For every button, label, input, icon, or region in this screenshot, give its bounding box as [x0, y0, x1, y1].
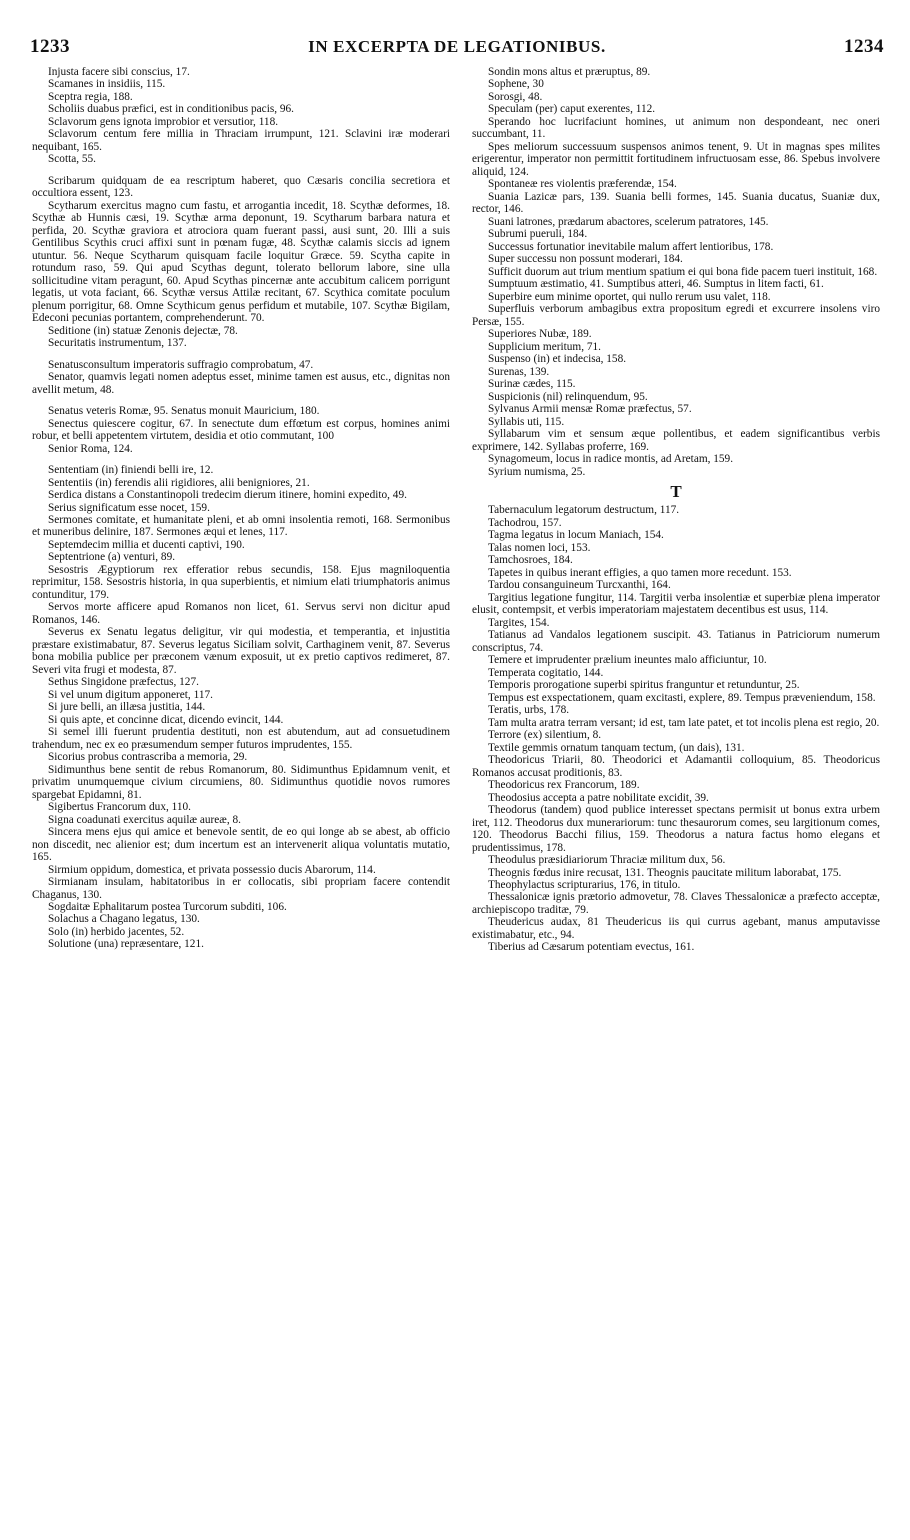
index-entry: Spes meliorum successuum suspensos animos tenent, 9. Ut in magnas spes milites erigerentur, imperator non permittit fortitudinem infructuosam esse, 86. Spebus involvere aliquid, 124. — [472, 140, 880, 178]
index-entry: Signa coadunati exercitus aquilæ aureæ, 8. — [48, 813, 241, 826]
index-entry: Surinæ cædes, 115. — [488, 378, 576, 391]
index-entry: Tempus est exspectationem, quam excitasti, explere, 89. Tempus præveniendum, 158. — [488, 691, 876, 704]
index-entry: Temporis prorogatione superbi spiritus franguntur et retunduntur, 25. — [488, 679, 800, 692]
index-entry: Theodorus (tandem) quod publice interesset spectans permisit ut bonus extra urbem iret, 112. Theodorus dux munerariorum: tunc thesaurorum comes, seu largitionum comes, 120. Theodorus Bacchi filius, 159. Theodorus a natura factus homo elegans et prudentissimus, 178. — [472, 804, 880, 854]
index-entry: Subrumi pueruli, 184. — [488, 228, 588, 241]
index-entry: Securitatis instrumentum, 137. — [48, 337, 187, 350]
index-entry: Si jure belli, an illæsa justitia, 144. — [48, 701, 206, 714]
index-entry: Speculam (per) caput exerentes, 112. — [488, 103, 656, 116]
index-entry: Superbire eum minime oportet, qui nullo rerum usu valet, 118. — [488, 290, 771, 303]
index-entry: Theodulus præsidiariorum Thraciæ militum dux, 56. — [488, 854, 726, 867]
index-entry: Senectus quiescere cogitur, 67. In senectute dum effœtum est corpus, homines animi robur, et belli appetentem virtutem, desidia et otio commutant, 100 — [32, 417, 450, 443]
index-entry: Sclavorum centum fere millia in Thraciam irrumpunt, 121. Sclavini iræ moderari nequibant, 165. — [32, 128, 450, 153]
index-entry: Senatus veteris Romæ, 95. Senatus monuit Mauricium, 180. — [48, 405, 320, 418]
index-entry: Sylvanus Armii mensæ Romæ præfectus, 57. — [488, 403, 692, 416]
section-letter-heading: T — [670, 481, 682, 501]
index-entry: Sententiam (in) finiendi belli ire, 12. — [48, 464, 214, 477]
index-entry: Tachodrou, 157. — [488, 516, 562, 529]
index-entry: Tamchosroes, 184. — [488, 554, 573, 567]
page-header — [30, 36, 884, 62]
index-entry: Serdica distans a Constantinopoli tredecim dierum itinere, homini expedito, 49. — [48, 489, 407, 502]
index-entry: Temere et imprudenter prælium ineuntes malo afficiuntur, 10. — [488, 654, 767, 667]
index-entry: Sincera mens ejus qui amice et benevole sentit, de eo qui longe ab se abest, ab officio non discedit, nec alienior est; dum incertum est an intervenerit aliqua voluntatis mutatio, 165. — [32, 826, 450, 864]
index-entry: Sermones comitate, et humanitate pleni, et ab omni insolentia remoti, 168. Sermonibus et muneribus delinire, 187. Sermones æqui et lenes, 117. — [32, 513, 450, 539]
index-entry: Sorosgi, 48. — [488, 90, 543, 103]
index-entry: Sirmianam insulam, habitatoribus in er collocatis, sibi propriam facere contendit Chaganus, 130. — [32, 876, 450, 901]
index-entry: Sophene, 30 — [488, 78, 544, 91]
section-s-entries — [472, 66, 880, 478]
index-entry: Suani latrones, prædarum abactores, scelerum patratores, 145. — [488, 215, 769, 228]
index-entry: Serius significatum esse nocet, 159. — [48, 501, 210, 514]
index-entry: Sicorius probus contrascriba a memoria, 29. — [48, 751, 248, 764]
index-entry: Tagma legatus in locum Maniach, 154. — [488, 529, 664, 542]
index-entry: Spontaneæ res violentis præferendæ, 154. — [488, 178, 677, 191]
index-entry: Temperata cogitatio, 144. — [488, 666, 604, 679]
page-number-right: 1234 — [844, 36, 884, 57]
index-entry: Sethus Singidone præfectus, 127. — [48, 676, 199, 689]
index-entry: Sceptra regia, 188. — [48, 90, 133, 103]
index-entry: Syllabis uti, 115. — [488, 415, 565, 428]
index-entry: Servos morte afficere apud Romanos non licet, 61. Servus servi non dicitur apud Romanos, 146. — [32, 601, 450, 626]
index-entry: Sclavorum gens ignota improbior et versutior, 118. — [48, 115, 279, 128]
index-entry: Theodoricus Triarii, 80. Theodorici et Adamantii colloquium, 85. Theodoricus Romanos accusat proditionis, 83. — [472, 754, 880, 779]
index-entry: Surenas, 139. — [488, 365, 550, 378]
index-entry: Theodoricus rex Francorum, 189. — [488, 779, 640, 792]
index-entry: Sumptuum æstimatio, 41. Sumptibus atteri, 46. Sumptus in litem facti, 61. — [488, 278, 824, 291]
index-entry: Theodosius accepta a patre nobilitate excidit, 39. — [488, 791, 709, 804]
index-entry: Targites, 154. — [488, 616, 550, 629]
index-entry: Tiberius ad Cæsarum potentiam evectus, 161. — [488, 941, 695, 954]
index-entry: Synagomeum, locus in radice montis, ad Aretam, 159. — [488, 453, 734, 466]
index-entry: Tabernaculum legatorum destructum, 117. — [488, 504, 680, 517]
index-entry: Theophylactus scripturarius, 176, in titulo. — [488, 879, 681, 891]
index-entry: Septemdecim millia et ducenti captivi, 190. — [48, 538, 245, 551]
index-entry: Sperando hoc lucrifaciunt homines, ut animum non despondeant, nec oneri succumbant, 11. — [472, 115, 880, 141]
index-entry: Talas nomen loci, 153. — [488, 541, 591, 554]
index-entry: Terrore (ex) silentium, 8. — [488, 729, 602, 742]
index-entry: Syrium numisma, 25. — [488, 465, 586, 478]
page-number-left: 1233 — [30, 36, 70, 57]
index-entry: Scribarum quidquam de ea rescriptum haberet, quo Cæsaris concilia secretiora et occultiora essent, 123. — [32, 174, 450, 200]
index-entry: Suspenso (in) et indecisa, 158. — [488, 353, 627, 366]
index-entry: Septentrione (a) venturi, 89. — [48, 551, 176, 564]
index-entry: Sufficit duorum aut trium mentium spatium ei qui bona fide pacem tueri instituit, 168. — [488, 265, 878, 278]
section-t-entries — [472, 504, 880, 953]
index-entry: Tardou consanguineum Turcxanthi, 164. — [488, 579, 671, 592]
index-entry: Scamanes in insidiis, 115. — [48, 78, 166, 91]
index-entry: Successus fortunatior inevitabile malum affert lentioribus, 178. — [488, 240, 774, 253]
index-entry: Si quis apte, et concinne dicat, dicendo evincit, 144. — [48, 713, 284, 726]
index-entry: Targitius legatione fungitur, 114. Targitii verba insolentiæ et superbiæ plena imperator elusit, contempsit, et verbis imperatoriam majestatem decentibus est usus, 114. — [472, 591, 880, 617]
running-title: IN EXCERPTA DE LEGATIONIBUS. — [308, 37, 606, 56]
index-entry: Supplicium meritum, 71. — [488, 340, 601, 353]
index-entry: Solutione (una) repræsentare, 121. — [48, 938, 204, 951]
index-entry: Super successu non possunt moderari, 184. — [488, 253, 683, 266]
index-entry: Sirmium oppidum, domestica, et privata possessio ducis Abarorum, 114. — [48, 863, 376, 876]
index-entry: Sententiis (in) ferendis alii rigidiores, alii benigniores, 21. — [48, 476, 310, 489]
index-entry: Superfluis verborum ambagibus extra propositum egredi et excurrere insolens viro Persæ, 155. — [472, 303, 880, 328]
index-entry: Sidimunthus bene sentit de rebus Romanorum, 80. Sidimunthus Epidamnum venit, et privatim unumquemque civium circumiens, 80. Sidimunthus quotidie novos rumores spargebat Epidamni, 81. — [32, 763, 450, 801]
index-entry: Severus ex Senatu legatus deligitur, vir qui modestia, et temperantia, et injustitia præstare existimabatur, 87. Severus legatus Siciliam solvit, Carthaginem venit, 87. Severus bona mobilia publice per præconem vænum exposuit, ut ex pretio captivos redimeret, 87. Severi vita frugi et modesta, 87. — [32, 626, 450, 676]
index-entry: Thessalonicæ ignis prætorio admovetur, 78. Claves Thessalonicæ a præfecto acceptæ, archiepiscopo traditæ, 79. — [472, 891, 880, 916]
index-entry: Teratis, urbs, 178. — [488, 704, 570, 717]
index-entry: Tatianus ad Vandalos legationem suscipit. 43. Tatianus in Patriciorum numerum conscriptus, 74. — [472, 629, 880, 654]
index-entry: Theudericus audax, 81 Theudericus iis qui currus agebant, manus amputavisse existimabatur, etc., 94. — [472, 916, 880, 941]
index-entry: Sigibertus Francorum dux, 110. — [48, 801, 191, 814]
index-entry: Senatusconsultum imperatoris suffragio comprobatum, 47. — [48, 358, 314, 371]
index-entry: Suania Lazicæ pars, 139. Suania belli formes, 145. Suania ducatus, Suaniæ dux, rector, 146. — [472, 190, 880, 216]
index-entry: Textile gemmis ornatum tanquam tectum, (un dais), 131. — [488, 741, 745, 754]
index-entry: Solachus a Chagano legatus, 130. — [48, 913, 200, 926]
left-column — [32, 66, 450, 951]
index-entry: Injusta facere sibi conscius, 17. — [48, 66, 190, 78]
index-entry: Theognis fœdus inire recusat, 131. Theognis paucitate militum laborabat, 175. — [488, 866, 842, 879]
right-column — [472, 66, 880, 954]
index-entry: Senator, quamvis legati nomen adeptus esset, minime tamen est ausus, etc., dignitas non avellit metum, 48. — [32, 371, 450, 396]
index-entry: Superiores Nubæ, 189. — [488, 328, 592, 341]
index-entry: Syllabarum vim et sensum æque pollentibus, et eadem significantibus verbis exprimere, 142. Syllabas proferre, 169. — [472, 428, 880, 453]
index-entry: Tam multa aratra terram versant; id est, tam late patet, et tot incolis plena est regio, 20. — [488, 716, 880, 729]
index-entry: Scotta, 55. — [48, 153, 97, 166]
index-entry: Si semel illi fuerunt prudentia destituti, non est abutendum, aut ad consuetudinem trahendum, nec ex eo præsumendum semper futuros imprudentes, 155. — [32, 726, 450, 751]
index-entry: Sondin mons altus et præruptus, 89. — [488, 66, 651, 78]
index-entry: Seditione (in) statuæ Zenonis dejectæ, 78. — [48, 324, 238, 337]
index-entry: Suspicionis (nil) relinquendum, 95. — [488, 390, 648, 403]
index-entry: Scholiis duabus præfici, est in conditionibus pacis, 96. — [48, 103, 294, 116]
index-entry: Si vel unum digitum apponeret, 117. — [48, 688, 213, 701]
index-entry: Tapetes in quibus inerant effigies, a quo tamen more recedunt. 153. — [488, 566, 792, 579]
index-entry: Sesostris Ægyptiorum rex efferatior rebus secundis, 158. Ejus magniloquentia reprimitur, 158. Sesostris historia, in qua superbientis, et nimium elati triumphatoris animus contunditur, 179. — [32, 563, 450, 601]
index-entry: Sogdaitæ Ephalitarum postea Turcorum subditi, 106. — [48, 901, 287, 913]
index-entry: Solo (in) herbido jacentes, 52. — [48, 925, 185, 938]
index-entry: Scytharum exercitus magno cum fastu, et arrogantia incedit, 18. Scythæ deformes, 18. Scythæ ab Hunnis cæsi, 19. Scythæ arma deponunt, 19. Scytharum barbara natura et perfida, 20. Scythæ graviora et atrociora quam fuerant passi, ausi sunt, 20. Illi a suis Gentilibus Scythis cruci affixi sunt in pœnam fugæ, 48. Scythæ calamis siccis ad ignem utuntur. 56. Neque Scytharum quisquam facile loquitur Græce. 59. Scytha capite in rotundum raso, 59. Qui apud Scythas degunt, tolerato bellorum labore, sine ulla sollicitudine vitam peragunt, 60. Apud Scythas pincernæ ante accubitum calicem porrigunt legatis, ut vota faciant, 66. Scythæ versus Attilæ recitant, 67. Scythica comitate poculum plenum porrigitur, 68. Omne Scythicum genus perfidum et mutabile, 107. Scythæ Bigilam, Edeconi pecunias portantem, comprehenderunt. 70. — [32, 199, 450, 325]
index-entry: Senior Roma, 124. — [48, 442, 133, 455]
